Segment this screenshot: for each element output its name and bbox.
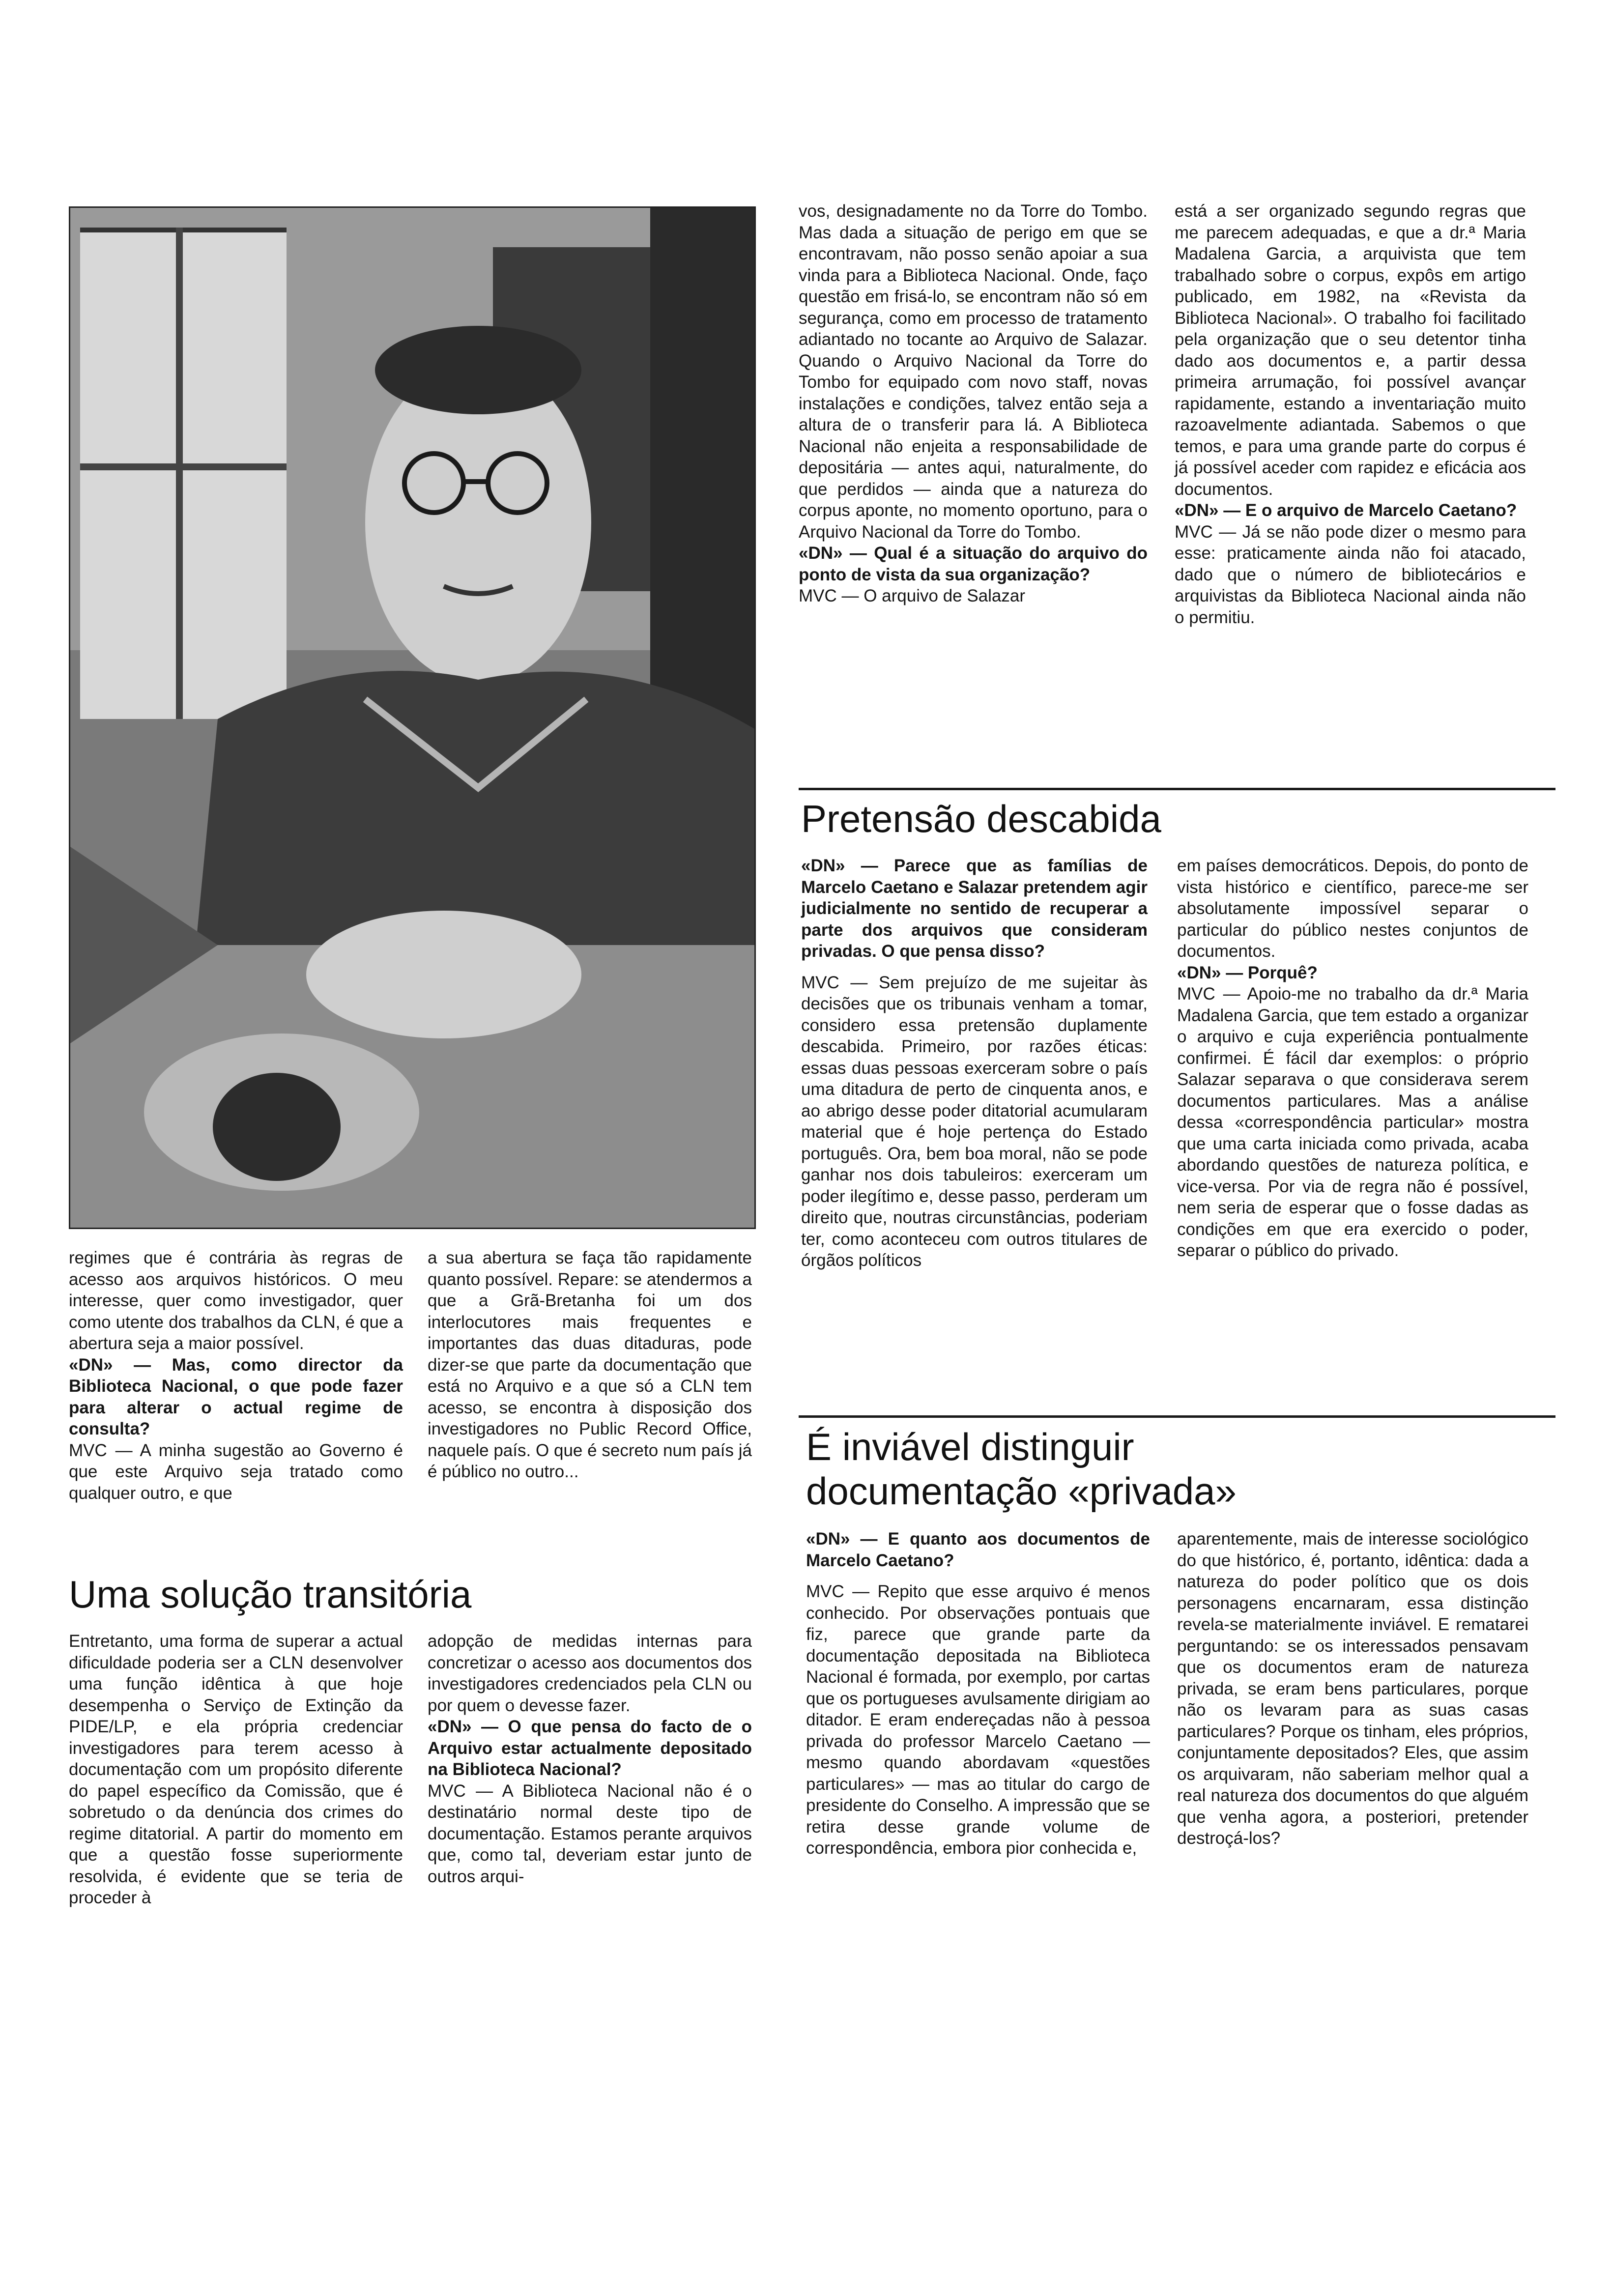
paragraph: MVC — O arquivo de Salazar (799, 586, 1026, 605)
headline-pretensao: Pretensão descabida (801, 797, 1161, 840)
paragraph: está a ser organizado segundo regras que me parecem adequadas, e que a dr.ª Maria Madalena Garcia, a arquivista que tem trabalhado sobre o corpus, expôs em artigo publicado, em 1982, na «Revista da Biblioteca Nacional». O trabalho foi facilitado pela organização que o seu detentor tinha dado aos documentos e, a partir dessa primeira arrumação, foi possível avançar rapidamente, estando a inventariação muito razoavelmente adiantada. Sabemos o que temos, e para uma grande parte do corpus é já possível aceder com rapidez e eficácia aos documentos. (1175, 201, 1526, 499)
column-g (801, 855, 1148, 1271)
column-b (428, 1247, 752, 1483)
headline-uma-solucao: Uma solução transitória (69, 1573, 472, 1616)
interview-question: «DN» — E quanto aos documentos de Marcelo Caetano? (806, 1529, 1150, 1570)
paragraph: MVC — Repito que esse arquivo é menos conhecido. Por observações pontuais que fiz, parece que grande parte da documentação depositada na Biblioteca Nacional é formada, por exemplo, por cartas que os portugueses avulsamente dirigiam ao ditador. E eram endereçadas não à pessoa privada do professor Marcelo Caetano — mesmo quando abordavam «questões particulares» — mas ao titular do cargo de presidente do Conselho. A impressão que se retira desse grande volume de correspondência, embora pior conhecida e, (806, 1582, 1150, 1858)
paragraph: MVC — Apoio-me no trabalho da dr.ª Maria Madalena Garcia, que tem estado a organizar o arquivo e cuja experiência pontualmente confirmei. É fácil dar exemplos: o próprio Salazar separava o que considerava serem documentos particulares. Mas a análise dessa «correspondência particular» mostra que uma carta iniciada como privada, acaba abordando questões de natureza política, e vice-versa. Por via de regra não é possível, nem seria de esperar que o fosse dadas as condições em que era exercido o poder, separar o público do privado. (1177, 984, 1528, 1260)
paragraph: Entretanto, uma forma de superar a actual dificuldade poderia ser a CLN desenvolver uma função idêntica à que hoje desempenha o Serviço de Extinção da PIDE/LP, e ela própria credenciar investigadores para terem acesso à documentação com um propósito diferente do papel específico da Comissão, que é sobretudo o da denúncia dos crimes do regime ditatorial. A partir do momento em que a questão fosse superiormente resolvida, é evidente que se teria de proceder à (69, 1632, 403, 1907)
column-h (1177, 855, 1528, 1262)
paragraph: MVC — Sem prejuízo de me sujeitar às decisões que os tribunais venham a tomar, considero essa pretensão duplamente descabida. Primeiro, por razões éticas: essas duas pessoas exerceram sobre o país uma ditadura de perto de cinquenta anos, e ao abrigo desse poder ditatorial acumularam material que é hoje pertença do Estado português. Ora, bem boa moral, não se pode ganhar nos dois tabuleiros: exerceram um poder ilegítimo e, desse passo, perderam um direito que, noutras circunstâncias, poderiam ter, como aconteceu com outros titulares de órgãos políticos (801, 973, 1148, 1270)
section-rule (799, 1415, 1555, 1418)
column-j (1177, 1528, 1528, 1849)
column-d (428, 1631, 752, 1887)
column-a (69, 1247, 403, 1504)
paragraph: MVC — Já se não pode dizer o mesmo para esse: praticamente ainda não foi atacado, dado que o número de bibliotecários e arquivistas da Biblioteca Nacional ainda não o permitiu. (1175, 522, 1526, 627)
interview-question: «DN» — Parece que as famílias de Marcelo Caetano e Salazar pretendem agir judicialmente no sentido de recuperar a parte dos arquivos que consideram privadas. O que pensa disso? (801, 856, 1148, 961)
paragraph: vos, designadamente no da Torre do Tombo. Mas dada a situação de perigo em que se encontravam, não posso senão apoiar a sua vinda para a Biblioteca Nacional. Onde, faço questão em frisá-lo, se encontram não só em segurança, como em processo de tratamento adiantado no tocante ao Arquivo de Salazar. Quando o Arquivo Nacional da Torre do Tombo for equipado com novo staff, novas instalações e condições, talvez então seja a altura de o transferir para lá. A Biblioteca Nacional não enjeita a responsabilidade de depositária — antes aqui, naturalmente, do que perdidos — ainda que a natureza do corpus aponte, no momento oportuno, para o Arquivo Nacional da Torre do Tombo. (799, 201, 1148, 542)
paragraph: em países democráticos. Depois, do ponto de vista histórico e científico, parece-me ser absolutamente impossível separar o particular do público nestes conjuntos de documentos. (1177, 856, 1528, 961)
photo-image (70, 208, 754, 1228)
column-f (1175, 201, 1526, 628)
section-rule (799, 788, 1555, 790)
interview-question: «DN» — O que pensa do facto de o Arquivo estar actualmente depositado na Biblioteca Nacional? (428, 1717, 752, 1779)
portrait-photograph (69, 206, 756, 1229)
column-i (806, 1528, 1150, 1859)
interview-question: «DN» — Qual é a situação do arquivo do ponto de vista da sua organização? (799, 544, 1148, 584)
paragraph: MVC — A Biblioteca Nacional não é o destinatário normal deste tipo de documentação. Estamos perante arquivos que, como tal, deveriam estar junto de outros arqui- (428, 1781, 752, 1886)
paragraph: aparentemente, mais de interesse sociológico do que histórico, é, portanto, idêntica: dada a natureza do poder político que os dois personagens encarnaram, essa distinção revela-se materialmente inviável. E rematarei perguntando: se os interessados pensavam que os documentos eram de natureza privada, se eram bens particulares, porque não os levaram para as suas casas particulares? Porque os tinham, eles próprios, conjuntamente depositados? Eles, que assim os arquivaram, não saberiam melhor qual a real natureza dos documentos do que alguém que venha agora, a posteriori, pretender destroçá-los? (1177, 1529, 1528, 1848)
column-c (69, 1631, 403, 1909)
paragraph: regimes que é contrária às regras de acesso aos arquivos históricos. O meu interesse, quer como investigador, quer como utente dos trabalhos da CLN, é que a abertura seja a maior possível. (69, 1248, 403, 1353)
paragraph: a sua abertura se faça tão rapidamente quanto possível. Repare: se atendermos a que a Grã-Bretanha foi um dos interlocutores mais frequentes e importantes das duas ditaduras, pode dizer-se que parte da documentação que está no Arquivo e a que só a CLN tem acesso, se encontra à disposição dos investigadores no Public Record Office, naquele país. O que é secreto num país já é público no outro... (428, 1248, 752, 1481)
interview-question: «DN» — E o arquivo de Marcelo Caetano? (1175, 501, 1517, 520)
column-e (799, 201, 1148, 607)
paragraph: MVC — A minha sugestão ao Governo é que este Arquivo seja tratado como qualquer outro, e que (69, 1440, 403, 1503)
headline-inviavel-line1: É inviável distinguir (806, 1425, 1134, 1468)
headline-inviavel-line2: documentação «privada» (806, 1469, 1237, 1513)
paragraph: adopção de medidas internas para concretizar o acesso aos documentos dos investigadores credenciados pela CLN ou por quem o devesse fazer. (428, 1632, 752, 1715)
interview-question: «DN» — Porquê? (1177, 963, 1318, 982)
interview-question: «DN» — Mas, como director da Biblioteca Nacional, o que pode fazer para alterar o actual regime de consulta? (69, 1355, 403, 1438)
